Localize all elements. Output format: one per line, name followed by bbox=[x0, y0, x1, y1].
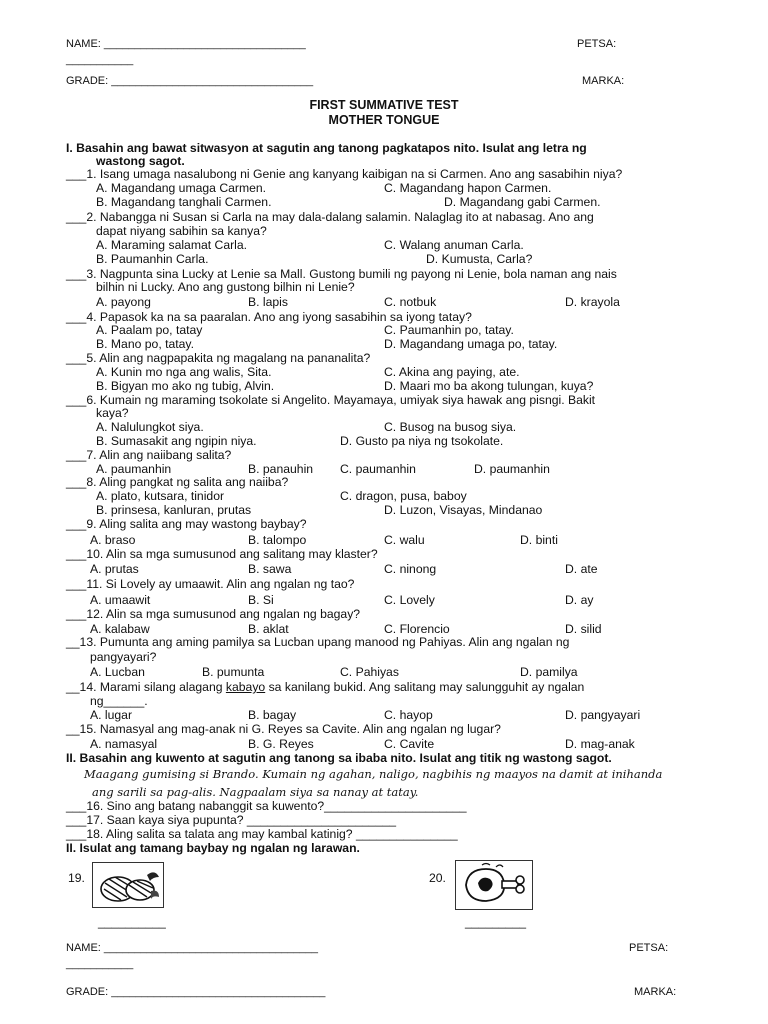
header-marka-label: MARKA: bbox=[582, 75, 625, 87]
q15-option-a: A. namasyal bbox=[90, 737, 158, 751]
q6-option-c: C. Busog na busog siya. bbox=[384, 420, 517, 434]
header-name-field: NAME: _________________________________ bbox=[66, 38, 306, 50]
q7-option-a: A. paumanhin bbox=[96, 462, 172, 476]
q15-option-d: D. mag-anak bbox=[565, 737, 635, 751]
part3-instruction: II. Isulat ang tamang baybay ng ngalan ng larawan. bbox=[66, 841, 360, 855]
question-6-stem-cont: kaya? bbox=[96, 406, 129, 420]
question-11-stem: ___11. Si Lovely ay umaawit. Alin ang ngalan ng tao? bbox=[66, 577, 355, 591]
q3-option-d: D. krayola bbox=[565, 295, 620, 309]
question-12-stem: ___12. Alin sa mga sumusunod ang ngalan ng bagay? bbox=[66, 607, 361, 621]
q15-option-c: C. Cavite bbox=[384, 737, 435, 751]
q12-option-d: D. silid bbox=[565, 622, 602, 636]
q13-option-a: A. Lucban bbox=[90, 665, 145, 679]
footer-marka-label: MARKA: bbox=[634, 986, 677, 998]
test-title: FIRST SUMMATIVE TEST bbox=[309, 98, 459, 112]
q12-option-a: A. kalabaw bbox=[90, 622, 150, 636]
q4-option-a: A. Paalam po, tatay bbox=[96, 323, 203, 337]
question-5-stem: ___5. Alin ang nagpapakita ng magalang na pananalita? bbox=[66, 351, 371, 365]
question-17: ___17. Saan kaya siya pupunta? ______________________ bbox=[66, 813, 397, 827]
q9-option-d: D. binti bbox=[520, 533, 558, 547]
q5-option-c: C. Akina ang paying, ate. bbox=[384, 365, 520, 379]
q7-option-d: D. paumanhin bbox=[474, 462, 550, 476]
question-18: ___18. Aling salita sa talata ang may kambal katinig? _______________ bbox=[66, 827, 458, 841]
question-2-stem: ___2. Nabangga ni Susan si Carla na may dala-dalang salamin. Nalaglag ito at nabasag. Ano ang bbox=[66, 210, 594, 224]
q7-option-c: C. paumanhin bbox=[340, 462, 416, 476]
q3-option-a: A. payong bbox=[96, 295, 151, 309]
question-9-stem: ___9. Aling salita ang may wastong baybay? bbox=[66, 517, 307, 531]
question-13-stem: __13. Pumunta ang aming pamilya sa Lucban upang manood ng Pahiyas. Alin ang ngalan ng bbox=[66, 635, 570, 649]
q9-option-b: B. talompo bbox=[248, 533, 307, 547]
story-line-2: ang sarili sa pag-alis. Nagpaalam siya sa nanay at tatay. bbox=[92, 785, 419, 799]
q3-option-b: B. lapis bbox=[248, 295, 288, 309]
q14-stem-start: __14. Marami silang alagang bbox=[66, 680, 226, 694]
question-10-stem: ___10. Alin sa mga sumusunod ang salitang may klaster? bbox=[66, 547, 378, 561]
q14-option-d: D. pangyayari bbox=[565, 708, 641, 722]
q7-option-b: B. panauhin bbox=[248, 462, 314, 476]
q2-option-d: D. Kumusta, Carla? bbox=[426, 252, 533, 266]
q11-option-c: C. Lovely bbox=[384, 593, 435, 607]
q3-option-c: C. notbuk bbox=[384, 295, 437, 309]
q14-option-a: A. lugar bbox=[90, 708, 133, 722]
q14-stem-end: sa kanilang bukid. Ang salitang may salungguhit ay ngalan bbox=[265, 680, 585, 694]
header-petsa-label: PETSA: bbox=[577, 38, 617, 50]
q12-option-b: B. aklat bbox=[248, 622, 289, 636]
part1-instruction: I. Basahin ang bawat sitwasyon at sagutin ang tanong pagkatapos nito. Isulat ang letra ng bbox=[66, 141, 587, 155]
question-1-stem: ___1. Isang umaga nasalubong ni Genie ang kanyang kaibigan na si Carmen. Ano ang sasabihin niya? bbox=[66, 167, 623, 181]
question-14-stem-cont: ng______. bbox=[90, 694, 148, 708]
q11-option-d: D. ay bbox=[565, 593, 594, 607]
q4-option-b: B. Mano po, tatay. bbox=[96, 337, 195, 351]
item-19-number: 19. bbox=[68, 871, 85, 885]
question-16: ___16. Sino ang batang nabanggit sa kuwento?_____________________ bbox=[66, 799, 467, 813]
q10-option-c: C. ninong bbox=[384, 562, 437, 576]
question-2-stem-cont: dapat niyang sabihin sa kanya? bbox=[96, 224, 267, 238]
footer-grade-field: GRADE: ___________________________________ bbox=[66, 986, 326, 998]
q10-option-d: D. ate bbox=[565, 562, 598, 576]
header-petsa-blank: ___________ bbox=[66, 54, 134, 66]
q6-option-d: D. Gusto pa niya ng tsokolate. bbox=[340, 434, 504, 448]
q9-option-a: A. braso bbox=[90, 533, 136, 547]
q13-option-d: D. pamilya bbox=[520, 665, 578, 679]
header-grade-field: GRADE: _________________________________ bbox=[66, 75, 314, 87]
q11-option-a: A. umaawit bbox=[90, 593, 151, 607]
q10-option-b: B. sawa bbox=[248, 562, 292, 576]
question-14-stem bbox=[66, 681, 584, 694]
q2-option-b: B. Paumanhin Carla. bbox=[96, 252, 209, 266]
q5-option-b: B. Bigyan mo ako ng tubig, Alvin. bbox=[96, 379, 275, 393]
item-20-answer-blank: _________ bbox=[465, 915, 527, 929]
q1-option-a: A. Magandang umaga Carmen. bbox=[96, 181, 267, 195]
question-15-stem: __15. Namasyal ang mag-anak ni G. Reyes sa Cavite. Alin ang ngalan ng lugar? bbox=[66, 722, 501, 736]
q8-option-c: C. dragon, pusa, baboy bbox=[340, 489, 467, 503]
footer-name-field: NAME: ___________________________________ bbox=[66, 942, 319, 954]
item-19-answer-blank: __________ bbox=[98, 915, 166, 929]
part1-instruction-cont: wastong sagot. bbox=[96, 154, 185, 168]
meat-bone-icon bbox=[455, 860, 533, 910]
q1-option-c: C. Magandang hapon Carmen. bbox=[384, 181, 552, 195]
story-line-1: Maagang gumising si Brando. Kumain ng agahan, naligo, nagbihis ng maayos na damit at inihanda bbox=[84, 767, 663, 781]
q13-option-b: B. pumunta bbox=[202, 665, 265, 679]
q2-option-a: A. Maraming salamat Carla. bbox=[96, 238, 248, 252]
q6-option-b: B. Sumasakit ang ngipin niya. bbox=[96, 434, 257, 448]
q13-option-c: C. Pahiyas bbox=[340, 665, 399, 679]
q8-option-b: B. prinsesa, kanluran, prutas bbox=[96, 503, 252, 517]
q1-option-d: D. Magandang gabi Carmen. bbox=[444, 195, 601, 209]
q9-option-c: C. walu bbox=[384, 533, 425, 547]
q2-option-c: C. Walang anuman Carla. bbox=[384, 238, 524, 252]
question-4-stem: ___4. Papasok ka na sa paaralan. Ano ang iyong sasabihin sa iyong tatay? bbox=[66, 310, 472, 324]
q1-option-b: B. Magandang tanghali Carmen. bbox=[96, 195, 272, 209]
item-20-number: 20. bbox=[429, 871, 446, 885]
q6-option-a: A. Nalulungkot siya. bbox=[96, 420, 204, 434]
question-13-stem-cont: pangyayari? bbox=[90, 650, 157, 664]
question-7-stem: ___7. Alin ang naiibang salita? bbox=[66, 448, 232, 462]
footer-petsa-label: PETSA: bbox=[629, 942, 669, 954]
q4-option-d: D. Magandang umaga po, tatay. bbox=[384, 337, 558, 351]
q10-option-a: A. prutas bbox=[90, 562, 139, 576]
q5-option-a: A. Kunin mo nga ang walis, Sita. bbox=[96, 365, 272, 379]
q8-option-d: D. Luzon, Visayas, Mindanao bbox=[384, 503, 543, 517]
q12-option-c: C. Florencio bbox=[384, 622, 450, 636]
question-3-stem: ___3. Nagpunta sina Lucky at Lenie sa Mall. Gustong bumili ng payong ni Lenie, bola naman ang nais bbox=[66, 267, 617, 281]
question-8-stem: ___8. Aling pangkat ng salita ang naiiba? bbox=[66, 475, 289, 489]
test-subject: MOTHER TONGUE bbox=[328, 113, 440, 127]
footer-petsa-blank: ___________ bbox=[66, 958, 134, 970]
q8-option-a: A. plato, kutsara, tinidor bbox=[96, 489, 225, 503]
part2-instruction: II. Basahin ang kuwento at sagutin ang tanong sa ibaba nito. Isulat ang titik ng wastong sagot. bbox=[66, 751, 612, 765]
q5-option-d: D. Maari mo ba akong tulungan, kuya? bbox=[384, 379, 594, 393]
q14-option-b: B. bagay bbox=[248, 708, 297, 722]
q4-option-c: C. Paumanhin po, tatay. bbox=[384, 323, 514, 337]
q14-underlined-word: kabayo bbox=[225, 680, 266, 694]
question-6-stem: ___6. Kumain ng maraming tsokolate si Angelito. Mayamaya, umiyak siya hawak ang pisngi. Bakit bbox=[66, 393, 596, 407]
q14-option-c: C. hayop bbox=[384, 708, 433, 722]
q11-option-b: B. Si bbox=[248, 593, 274, 607]
question-3-stem-cont: bilhin ni Lucky. Ano ang gustong bilhin ni Lenie? bbox=[96, 280, 355, 294]
bread-icon bbox=[92, 862, 164, 908]
q15-option-b: B. G. Reyes bbox=[248, 737, 314, 751]
